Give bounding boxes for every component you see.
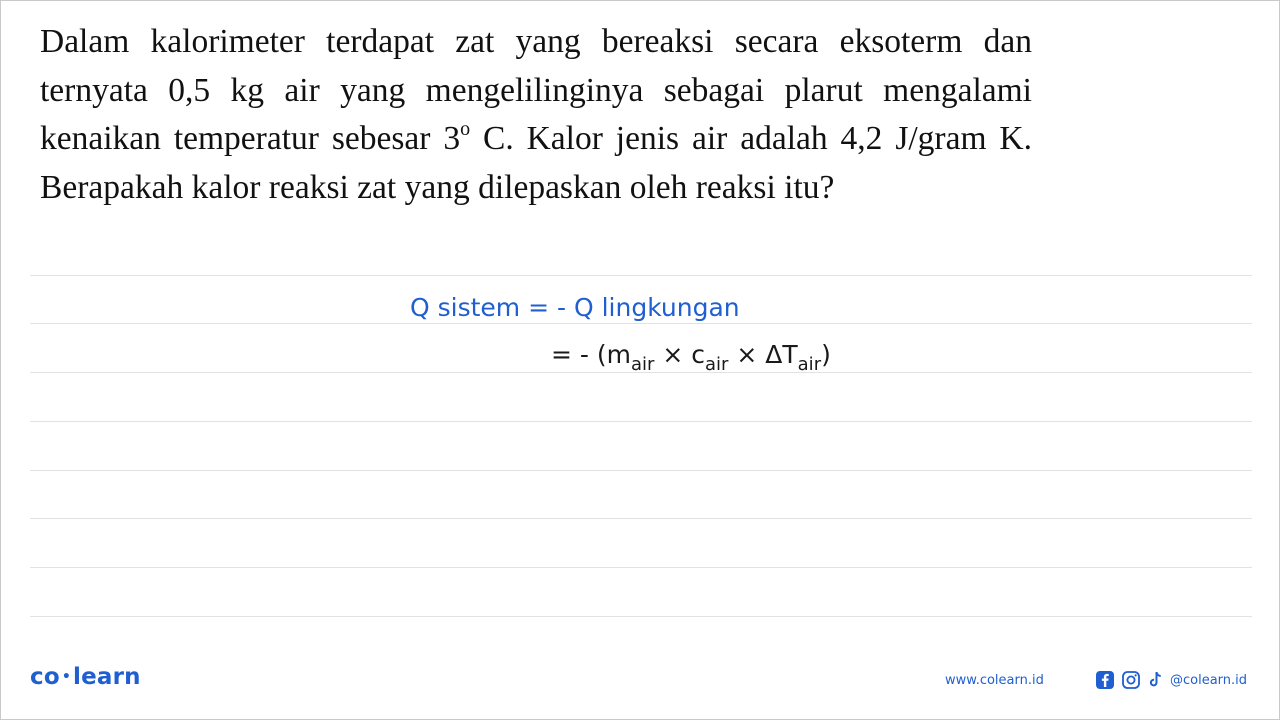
ruled-line [30, 567, 1252, 568]
ruled-line [30, 518, 1252, 519]
ruled-line [30, 421, 1252, 422]
solution-line-1: Q sistem = - Q lingkungan [410, 293, 740, 322]
question-part-1: Dalam kalorimeter terdapat zat yang bereaksi secara eksoterm dan ternyata 0,5 kg air yang mengelilinginya sebagai plarut mengalami kenaikan temperatur sebesar 3 [40, 23, 1032, 157]
facebook-icon[interactable] [1095, 670, 1115, 690]
ruled-line [30, 275, 1252, 276]
solution-line-2 [551, 340, 831, 375]
subscript-mass: air [630, 354, 655, 375]
logo-dot: • [61, 669, 71, 685]
ruled-line [30, 323, 1252, 324]
subscript-heat: air [705, 354, 729, 375]
subscript-temp: air [797, 354, 822, 375]
social-handle: @colearn.id [1170, 673, 1248, 688]
ruled-line [30, 470, 1252, 471]
instagram-icon[interactable] [1121, 670, 1141, 690]
tiktok-icon[interactable] [1147, 670, 1165, 690]
website-link[interactable]: www.colearn.id [945, 673, 1044, 688]
logo-learn: learn [73, 664, 141, 690]
formula-times-delta-t: × ΔT [728, 340, 798, 369]
colearn-logo [30, 664, 141, 690]
logo-co: co [30, 664, 60, 690]
question-part-2: C. Kalor jenis air adalah 4,2 J/gram K. Berapakah kalor reaksi zat yang dilepaskan oleh reaksi itu? [40, 120, 1032, 206]
question-text [40, 18, 1032, 212]
degree-symbol: o [460, 118, 471, 140]
formula-suffix: ) [821, 340, 831, 369]
formula-times-c: × c [654, 340, 705, 369]
formula-prefix: = - (m [551, 340, 631, 369]
ruled-line [30, 616, 1252, 617]
